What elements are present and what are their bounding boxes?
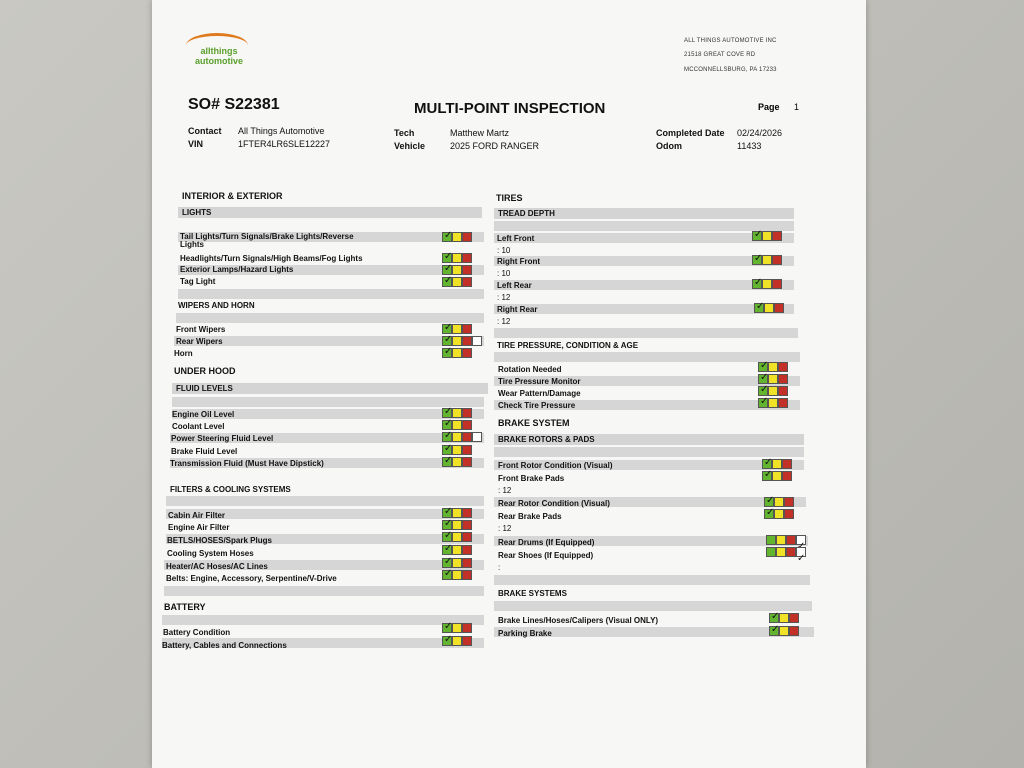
value-rear-shoes: :: [498, 563, 501, 572]
status-brake-fluid[interactable]: ✓: [442, 445, 472, 455]
status-rear-rotor[interactable]: ✓: [764, 497, 794, 507]
section-interior-exterior: INTERIOR & EXTERIOR: [182, 191, 283, 201]
odom-label: Odom: [656, 141, 682, 151]
section-filters-cooling: FILTERS & COOLING SYSTEMS: [170, 485, 291, 494]
status-tpms[interactable]: ✓: [758, 374, 788, 384]
contact-value: All Things Automotive: [238, 126, 325, 136]
item-cabin-air-filter: Cabin Air Filter: [168, 511, 226, 520]
value-front-pads: : 12: [498, 486, 512, 495]
status-front-wipers[interactable]: ✓: [442, 324, 472, 334]
tech-label: Tech: [394, 128, 415, 138]
value-rear-pads: : 12: [498, 524, 512, 533]
item-engine-air-filter: Engine Air Filter: [168, 523, 230, 532]
section-under-hood: UNDER HOOD: [174, 366, 236, 376]
so-number: SO# S22381: [188, 96, 280, 113]
row-bar: [494, 601, 812, 611]
status-tail-lights[interactable]: ✓: [442, 232, 472, 242]
company-street: 21518 GREAT COVE RD: [684, 52, 756, 58]
section-brake-system: BRAKE SYSTEM: [498, 418, 570, 428]
vehicle-value: 2025 FORD RANGER: [450, 141, 540, 151]
status-front-rotor[interactable]: ✓: [762, 459, 792, 469]
status-heater-ac[interactable]: ✓: [442, 558, 472, 568]
item-tag-light: Tag Light: [180, 277, 216, 286]
item-front-pads: Front Brake Pads: [498, 474, 565, 483]
status-rear-pads[interactable]: ✓: [764, 509, 794, 519]
vin-label: VIN: [188, 139, 204, 149]
status-cabin-air-filter[interactable]: ✓: [442, 508, 472, 518]
page-number: 1: [794, 102, 800, 112]
section-tires: TIRES: [496, 193, 523, 203]
status-right-front[interactable]: ✓: [752, 255, 782, 265]
item-battery-cables: Battery, Cables and Connections: [162, 641, 287, 650]
logo-line1: allthings: [200, 46, 238, 56]
item-brake-lines: Brake Lines/Hoses/Calipers (Visual ONLY): [498, 616, 659, 625]
item-battery-condition: Battery Condition: [163, 628, 231, 637]
status-belts-engine[interactable]: ✓: [442, 570, 472, 580]
subsection-lights: LIGHTS: [178, 207, 482, 218]
status-wear-pattern[interactable]: ✓: [758, 386, 788, 396]
inspection-sheet: [152, 0, 866, 768]
vin-value: 1FTER4LR6SLE12227: [238, 139, 331, 149]
value-right-front: : 10: [497, 269, 511, 278]
completed-date-label: Completed Date: [656, 128, 725, 138]
row-bar: [494, 328, 798, 338]
item-rear-pads: Rear Brake Pads: [498, 512, 562, 521]
status-engine-air-filter[interactable]: ✓: [442, 520, 472, 530]
item-right-front: Right Front: [497, 257, 541, 266]
status-battery-cables[interactable]: ✓: [442, 636, 472, 646]
status-cooling-hoses[interactable]: ✓: [442, 545, 472, 555]
item-belts-hoses-plugs: BETLS/HOSES/Spark Plugs: [167, 536, 272, 545]
item-rear-shoes: Rear Shoes (If Equipped): [498, 551, 594, 560]
company-city: MCCONNELLSBURG, PA 17233: [684, 67, 777, 73]
item-power-steering: Power Steering Fluid Level: [171, 434, 274, 443]
subsection-tread-depth: TREAD DEPTH: [494, 208, 794, 219]
row-bar: [166, 496, 484, 506]
value-left-rear: : 12: [497, 293, 511, 302]
value-left-front: : 10: [497, 246, 511, 255]
status-belts-hoses-plugs[interactable]: ✓: [442, 532, 472, 542]
row-bar: [172, 397, 484, 407]
item-tail-lights: Tail Lights/Turn Signals/Brake Lights/Reverse: [180, 232, 354, 241]
item-rear-wipers: Rear Wipers: [176, 337, 223, 346]
status-front-pads[interactable]: ✓: [762, 471, 792, 481]
section-brake-systems: BRAKE SYSTEMS: [498, 589, 567, 598]
status-power-steering[interactable]: ✓: [442, 432, 482, 442]
item-cooling-hoses: Cooling System Hoses: [167, 549, 254, 558]
item-wear-pattern: Wear Pattern/Damage: [498, 389, 581, 398]
item-rear-drums: Rear Drums (If Equipped): [498, 538, 595, 547]
status-exterior-lamps[interactable]: ✓: [442, 265, 472, 275]
status-parking-brake[interactable]: ✓: [769, 626, 799, 636]
section-tire-pressure: TIRE PRESSURE, CONDITION & AGE: [497, 341, 639, 350]
section-wipers-horn: WIPERS AND HORN: [178, 301, 255, 310]
item-transmission-fluid: Transmission Fluid (Must Have Dipstick): [170, 459, 324, 468]
status-right-rear[interactable]: ✓: [754, 303, 784, 313]
row-bar: [494, 233, 794, 243]
item-horn: Horn: [174, 349, 193, 358]
odom-value: 11433: [737, 141, 762, 151]
item-check-pressure: Check Tire Pressure: [498, 401, 576, 410]
row-bar: [178, 289, 484, 299]
row-bar: [162, 615, 484, 625]
status-transmission-fluid[interactable]: ✓: [442, 457, 472, 467]
subsection-fluid-levels: FLUID LEVELS: [172, 383, 488, 394]
item-right-rear: Right Rear: [497, 305, 538, 314]
row-bar: [494, 280, 794, 290]
status-engine-oil[interactable]: ✓: [442, 408, 472, 418]
status-rotation-needed[interactable]: ✓: [758, 362, 788, 372]
page-title: MULTI-POINT INSPECTION: [414, 100, 606, 117]
status-headlights[interactable]: ✓: [442, 253, 472, 263]
row-bar: [494, 352, 800, 362]
item-heater-ac: Heater/AC Hoses/AC Lines: [166, 562, 268, 571]
row-bar: [164, 586, 484, 596]
logo-line2: automotive: [194, 56, 243, 66]
status-rear-drums[interactable]: [766, 535, 806, 545]
subsection-brake-rotors: BRAKE ROTORS & PADS: [494, 434, 804, 445]
item-exterior-lamps: Exterior Lamps/Hazard Lights: [180, 265, 294, 274]
status-battery-condition[interactable]: ✓: [442, 623, 472, 633]
item-rotation-needed: Rotation Needed: [498, 365, 562, 374]
status-coolant[interactable]: ✓: [442, 420, 472, 430]
item-tpms: Tire Pressure Monitor: [498, 377, 581, 386]
status-brake-lines[interactable]: ✓: [769, 613, 799, 623]
item-belts-engine: Belts: Engine, Accessory, Serpentine/V-Drive: [166, 574, 337, 583]
item-rear-rotor: Rear Rotor Condition (Visual): [498, 499, 610, 508]
vehicle-label: Vehicle: [394, 141, 426, 151]
row-bar: [494, 575, 810, 585]
item-coolant: Coolant Level: [172, 422, 225, 431]
item-parking-brake: Parking Brake: [498, 629, 552, 638]
tech-value: Matthew Martz: [450, 128, 510, 138]
item-tail-lights-cont: Lights: [180, 240, 204, 249]
status-rear-wipers[interactable]: ✓: [442, 336, 482, 346]
item-brake-fluid: Brake Fluid Level: [171, 447, 238, 456]
status-left-rear[interactable]: ✓: [752, 279, 782, 289]
value-right-rear: : 12: [497, 317, 511, 326]
row-bar: [176, 313, 484, 323]
item-left-front: Left Front: [497, 234, 535, 243]
company-logo: [184, 30, 254, 72]
item-front-rotor: Front Rotor Condition (Visual): [498, 461, 613, 470]
section-battery: BATTERY: [164, 602, 206, 612]
item-headlights: Headlights/Turn Signals/High Beams/Fog Lights: [180, 254, 363, 263]
row-bar: [494, 447, 804, 457]
item-engine-oil: Engine Oil Level: [172, 410, 235, 419]
completed-date-value: 02/24/2026: [737, 128, 783, 138]
row-bar: [494, 221, 794, 231]
status-left-front[interactable]: ✓: [752, 231, 782, 241]
row-bar: [494, 304, 794, 314]
company-name: ALL THINGS AUTOMOTIVE INC: [684, 38, 777, 44]
status-horn[interactable]: ✓: [442, 348, 472, 358]
status-tag-light[interactable]: ✓: [442, 277, 472, 287]
page-label: Page: [758, 102, 780, 112]
contact-label: Contact: [188, 126, 222, 136]
item-left-rear: Left Rear: [497, 281, 532, 290]
item-front-wipers: Front Wipers: [176, 325, 226, 334]
status-rear-shoes[interactable]: ✓: [766, 547, 806, 557]
status-check-pressure[interactable]: ✓: [758, 398, 788, 408]
